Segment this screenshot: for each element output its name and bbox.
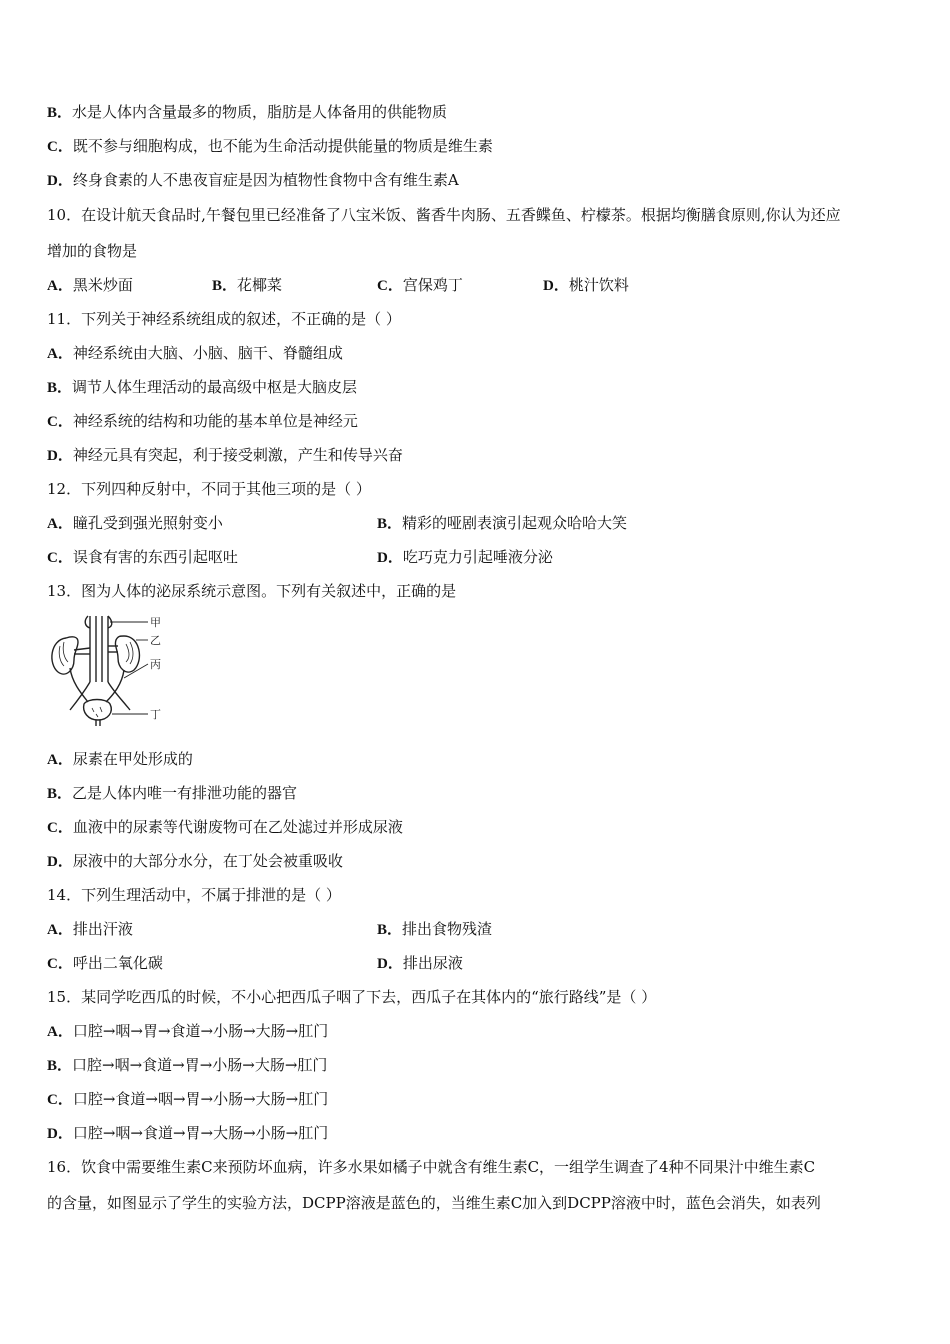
option-letter: A． <box>47 922 73 938</box>
urinary-system-diagram <box>44 612 194 727</box>
option-text: 口腔→食道→咽→胃→小肠→大肠→肛门 <box>72 1090 329 1108</box>
q13-option-d <box>47 851 343 872</box>
q9-option-c <box>47 136 493 157</box>
option-text: 误食有害的东西引起呕吐 <box>72 548 238 566</box>
q14-option-c <box>47 953 163 974</box>
option-text: 口腔→咽→食道→胃→小肠→大肠→肛门 <box>72 1056 328 1074</box>
option-text: 排出汗液 <box>72 920 133 938</box>
q12-option-b <box>377 513 627 534</box>
q14-stem: 14．下列生理活动中，不属于排泄的是（ ） <box>47 886 341 904</box>
option-text: 排出尿液 <box>402 954 463 972</box>
option-letter: C． <box>47 139 73 155</box>
option-letter: C． <box>47 550 73 566</box>
option-text: 既不参与细胞构成，也不能为生命活动提供能量的物质是维生素 <box>72 137 493 155</box>
q15-option-a <box>47 1021 328 1042</box>
option-letter: D． <box>543 278 569 294</box>
option-letter: A． <box>47 1024 73 1040</box>
option-text: 口腔→咽→食道→胃→大肠→小肠→肛门 <box>72 1124 329 1142</box>
q9-option-b <box>47 102 447 123</box>
q12-option-c <box>47 547 238 568</box>
option-text: 神经系统的结构和功能的基本单位是神经元 <box>72 412 358 430</box>
option-letter: C． <box>47 820 73 836</box>
option-letter: B． <box>47 105 73 121</box>
left-ureter <box>70 668 88 702</box>
q16-stem-line2: 的含量，如图显示了学生的实验方法，DCPP溶液是蓝色的，当维生素C加入到DCPP溶液中时，蓝色会消失，如表列 <box>47 1194 821 1212</box>
option-letter: D． <box>47 854 73 870</box>
option-text: 呼出二氧化碳 <box>72 954 163 972</box>
option-letter: C． <box>377 278 403 294</box>
q14-option-d <box>377 953 463 974</box>
q10-option-a <box>47 275 133 296</box>
bladder <box>84 700 112 721</box>
option-text: 终身食素的人不患夜盲症是因为植物性食物中含有维生素A <box>72 171 459 189</box>
option-letter: B． <box>47 380 73 396</box>
option-letter: B． <box>47 1058 73 1074</box>
left-kidney <box>52 637 78 674</box>
option-letter: B． <box>377 922 403 938</box>
q11-option-a <box>47 343 343 364</box>
option-text: 黑米炒面 <box>72 276 133 294</box>
q10-option-c <box>377 275 463 296</box>
option-letter: A． <box>47 346 73 362</box>
option-text: 吃巧克力引起唾液分泌 <box>402 548 553 566</box>
option-text: 尿素在甲处形成的 <box>72 750 193 768</box>
option-text: 血液中的尿素等代谢废物可在乙处滤过并形成尿液 <box>72 818 403 836</box>
option-letter: D． <box>47 1126 73 1142</box>
q13-option-b <box>47 783 297 804</box>
q13-option-c <box>47 817 403 838</box>
q15-option-b <box>47 1055 327 1076</box>
option-letter: B． <box>377 516 403 532</box>
label-jia: 甲 <box>150 616 161 629</box>
option-letter: A． <box>47 752 73 768</box>
option-text: 水是人体内含量最多的物质，脂肪是人体备用的供能物质 <box>72 103 448 121</box>
option-letter: D． <box>47 448 73 464</box>
option-letter: A． <box>47 278 73 294</box>
option-letter: D． <box>377 956 403 972</box>
option-letter: D． <box>47 173 73 189</box>
q11-option-c <box>47 411 358 432</box>
option-text: 调节人体生理活动的最高级中枢是大脑皮层 <box>72 378 358 396</box>
option-text: 神经元具有突起，利于接受刺激，产生和传导兴奋 <box>72 446 403 464</box>
option-text: 桃汁饮料 <box>568 276 629 294</box>
option-text: 精彩的哑剧表演引起观众哈哈大笑 <box>402 514 628 532</box>
option-letter: C． <box>47 956 73 972</box>
q12-option-d <box>377 547 553 568</box>
q15-option-c <box>47 1089 328 1110</box>
q12-stem: 12．下列四种反射中，不同于其他三项的是（ ） <box>47 480 371 498</box>
q11-option-b <box>47 377 357 398</box>
option-letter: A． <box>47 516 73 532</box>
q12-option-a <box>47 513 223 534</box>
option-text: 宫保鸡丁 <box>402 276 463 294</box>
label-bing: 丙 <box>150 658 161 671</box>
option-text: 乙是人体内唯一有排泄功能的器官 <box>72 784 298 802</box>
option-letter: C． <box>47 414 73 430</box>
q15-option-d <box>47 1123 328 1144</box>
option-letter: D． <box>377 550 403 566</box>
option-letter: C． <box>47 1092 73 1108</box>
right-kidney <box>115 636 139 672</box>
option-letter: B． <box>47 786 73 802</box>
q15-stem: 15．某同学吃西瓜的时候，不小心把西瓜子咽了下去，西瓜子在其体内的“旅行路线”是（ ） <box>47 988 657 1006</box>
q14-option-a <box>47 919 133 940</box>
option-text: 口腔→咽→胃→食道→小肠→大肠→肛门 <box>72 1022 329 1040</box>
q13-stem: 13．图为人体的泌尿系统示意图。下列有关叙述中，正确的是 <box>47 582 457 600</box>
option-text: 神经系统由大脑、小脑、脑干、脊髓组成 <box>72 344 343 362</box>
q14-option-b <box>377 919 492 940</box>
option-letter: B． <box>212 278 238 294</box>
q10-option-d <box>543 275 629 296</box>
q9-option-d <box>47 170 459 191</box>
q10-stem-line1: 10．在设计航天食品时,午餐包里已经准备了八宝米饭、酱香牛肉肠、五香鲽鱼、柠檬茶。根据均衡膳食原则,你认为还应 <box>47 206 841 224</box>
q13-option-a <box>47 749 193 770</box>
option-text: 尿液中的大部分水分，在丁处会被重吸收 <box>72 852 343 870</box>
option-text: 排出食物残渣 <box>402 920 493 938</box>
option-text: 花椰菜 <box>237 276 283 294</box>
q10-stem-line2: 增加的食物是 <box>47 242 138 260</box>
q10-option-b <box>212 275 282 296</box>
label-ding: 丁 <box>150 708 161 721</box>
option-text: 瞳孔受到强光照射变小 <box>72 514 223 532</box>
label-yi: 乙 <box>150 634 161 647</box>
q16-stem-line1: 16．饮食中需要维生素C来预防坏血病，许多水果如橘子中就含有维生素C，一组学生调查了4种不同果汁中维生素C <box>47 1158 816 1176</box>
q11-stem: 11．下列关于神经系统组成的叙述，不正确的是（ ） <box>47 310 401 328</box>
q11-option-d <box>47 445 403 466</box>
